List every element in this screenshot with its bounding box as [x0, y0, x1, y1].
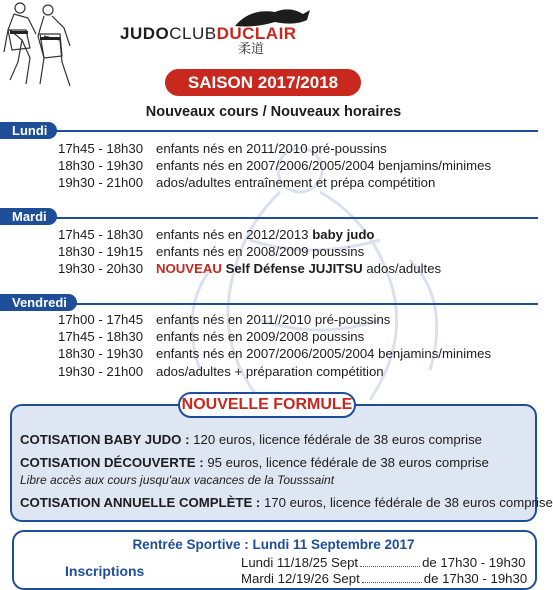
inscription-line	[241, 555, 525, 570]
logo-judo: JUDO	[120, 24, 170, 43]
rentree-title: Rentrée Sportive : Lundi 11 Septembre 2017	[132, 537, 415, 552]
cotisation-row	[20, 431, 482, 449]
cotisation-label: COTISATION DÉCOUVERTE :	[20, 455, 204, 470]
schedule-row	[58, 140, 387, 158]
day-divider-lundi	[0, 130, 538, 132]
inscriptions-label: Inscriptions	[65, 563, 145, 579]
day-tag-vendredi: Vendredi	[0, 294, 77, 311]
time-slot: 18h30 - 19h15	[58, 244, 144, 259]
schedule-row	[58, 311, 390, 329]
day-divider-mardi	[0, 217, 538, 219]
time-slot: 17h45 - 18h30	[58, 141, 144, 156]
course-text: ados/adultes	[362, 261, 442, 276]
time-slot: 17h00 - 17h45	[58, 312, 144, 327]
schedule-row	[58, 363, 384, 381]
time-slot: 19h30 - 21h00	[58, 364, 144, 379]
schedule-row	[58, 157, 491, 175]
cotisation-label: COTISATION BABY JUDO :	[20, 432, 190, 447]
cotisation-row	[20, 494, 553, 512]
time-slot: 17h45 - 18h30	[58, 227, 144, 242]
cotisation-note: Libre accès aux cours jusqu'aux vacances de la Tousssaint	[20, 473, 335, 487]
cotisation-text: 95 euros, licence fédérale de 38 euros comprise	[203, 455, 489, 470]
cotisation-text: 170 euros, licence fédérale de 38 euros comprise	[260, 495, 553, 510]
time-slot: 17h45 - 18h30	[58, 329, 144, 344]
inscription-dates: Lundi 11/18/25 Sept	[241, 555, 359, 570]
course-text: enfants nés en 2007/2006/2005/2004 benjamins/minimes	[156, 346, 492, 361]
course-text: enfants nés en 2007/2006/2005/2004 benjamins/minimes	[156, 158, 492, 173]
schedule-row	[58, 345, 491, 363]
logo-club: CLUB	[169, 24, 217, 43]
time-slot: 18h30 - 19h30	[58, 346, 144, 361]
course-text: enfants nés en 2009/2008 poussins	[156, 329, 365, 344]
inscription-dates: Mardi 12/19/26 Sept	[241, 571, 360, 586]
page-subtitle: Nouveaux cours / Nouveaux horaires	[145, 104, 402, 120]
header	[0, 0, 547, 62]
inscription-line	[241, 571, 527, 586]
day-divider-vendredi	[0, 303, 538, 305]
logo-duclair: DUCLAIR	[216, 24, 297, 43]
day-tag-mardi: Mardi	[0, 208, 57, 225]
schedule-row	[58, 243, 364, 261]
judokas-illustration	[0, 0, 82, 92]
course-highlight: Self Défense JUJITSU	[221, 261, 363, 276]
formule-title: NOUVELLE FORMULE	[178, 392, 356, 418]
cotisation-text: 120 euros, licence fédérale de 38 euros comprise	[189, 432, 482, 447]
course-text: enfants nés en 2008/2009 poussins	[156, 244, 365, 259]
course-highlight: baby judo	[312, 227, 375, 242]
course-text: enfants nés en 2011/2010 pré-poussins	[156, 141, 387, 156]
cotisation-label: COTISATION ANNUELLE COMPLÈTE :	[20, 495, 261, 510]
logo-text	[120, 24, 297, 44]
new-badge-text: NOUVEAU	[156, 261, 222, 276]
dotted-leader	[362, 573, 422, 583]
schedule-row	[58, 260, 441, 278]
time-slot: 19h30 - 20h30	[58, 261, 144, 276]
schedule-row	[58, 174, 435, 192]
course-text: ados/adultes + préparation compétition	[156, 364, 384, 379]
schedule-row	[58, 328, 364, 346]
logo-kanji: 柔道	[238, 42, 265, 57]
cotisation-row	[20, 454, 489, 472]
course-text: enfants nés en 2012/2013	[156, 227, 313, 242]
schedule-row	[58, 226, 374, 244]
course-text: enfants nés en 2011//2010 pré-poussins	[156, 312, 391, 327]
time-slot: 19h30 - 21h00	[58, 175, 144, 190]
club-logo	[120, 14, 420, 57]
course-text: ados/adultes entraînement et prépa compétition	[156, 175, 436, 190]
inscription-hours: de 17h30 - 19h30	[422, 555, 526, 570]
season-badge: SAISON 2017/2018	[165, 69, 361, 96]
inscription-hours: de 17h30 - 19h30	[423, 571, 528, 586]
day-tag-lundi: Lundi	[0, 122, 57, 139]
dotted-leader	[360, 557, 420, 567]
time-slot: 18h30 - 19h30	[58, 158, 144, 173]
